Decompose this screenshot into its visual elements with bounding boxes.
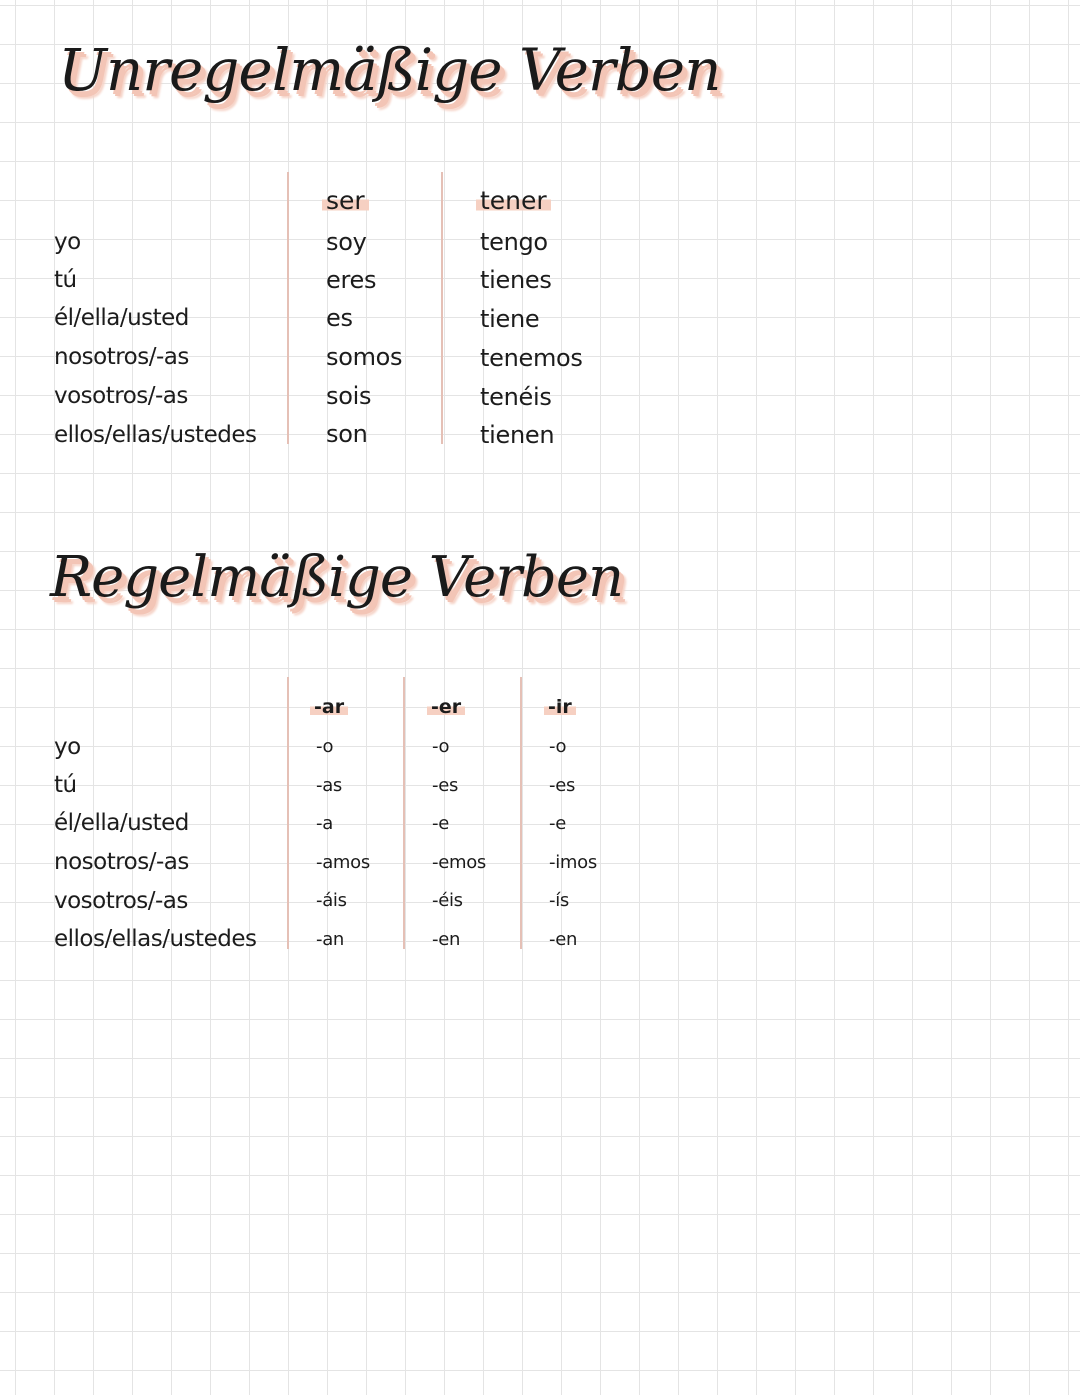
irregular-pronoun: ellos/ellas/ustedes (54, 422, 257, 448)
ser-form: somos (326, 343, 403, 371)
column-divider (520, 677, 522, 949)
er-ending: -es (432, 775, 459, 796)
irregular-verbs-heading: Unregelmäßige Verben (58, 36, 721, 104)
ir-ending: -o (549, 736, 567, 757)
irregular-pronoun: nosotros/-as (54, 344, 189, 370)
ar-ending: -a (316, 813, 333, 834)
ar-ending: -o (316, 736, 334, 757)
ser-form: eres (326, 266, 377, 294)
column-divider (287, 677, 289, 949)
er-ending: -emos (432, 852, 486, 873)
tener-form: tenemos (480, 344, 583, 372)
tener-form: tiene (480, 305, 540, 333)
irregular-pronoun: yo (54, 229, 81, 255)
ser-form: son (326, 420, 368, 448)
irregular-pronoun: él/ella/usted (54, 305, 189, 331)
regular-pronoun: tú (54, 772, 77, 798)
column-divider (441, 172, 443, 444)
tener-form: tengo (480, 228, 548, 256)
ser-form: es (326, 304, 353, 332)
column-divider (287, 172, 289, 444)
regular-pronoun: vosotros/-as (54, 888, 188, 914)
column-divider (403, 677, 405, 949)
irregular-header-tener: tener (476, 188, 551, 213)
ser-form: sois (326, 382, 372, 410)
er-ending: -en (432, 929, 461, 950)
er-ending: -o (432, 736, 450, 757)
regular-pronoun: yo (54, 734, 81, 760)
regular-pronoun: nosotros/-as (54, 849, 189, 875)
ser-form: soy (326, 228, 367, 256)
regular-header-er: -er (427, 698, 465, 717)
regular-pronoun: ellos/ellas/ustedes (54, 926, 257, 952)
ar-ending: -amos (316, 852, 370, 873)
regular-pronoun: él/ella/usted (54, 810, 189, 836)
tener-form: tienes (480, 266, 552, 294)
irregular-pronoun: vosotros/-as (54, 383, 188, 409)
ar-ending: -áis (316, 890, 347, 911)
tener-form: tenéis (480, 383, 552, 411)
ir-ending: -e (549, 813, 566, 834)
irregular-pronoun: tú (54, 267, 77, 293)
ir-ending: -ís (549, 890, 569, 911)
regular-header-ir: -ir (544, 698, 576, 717)
ar-ending: -as (316, 775, 343, 796)
ar-ending: -an (316, 929, 345, 950)
er-ending: -éis (432, 890, 463, 911)
tener-form: tienen (480, 421, 555, 449)
ir-ending: -imos (549, 852, 597, 873)
er-ending: -e (432, 813, 449, 834)
irregular-header-ser: ser (322, 188, 369, 213)
ir-ending: -es (549, 775, 576, 796)
ir-ending: -en (549, 929, 578, 950)
regular-verbs-heading: Regelmäßige Verben (50, 545, 624, 610)
regular-header-ar: -ar (310, 698, 348, 717)
